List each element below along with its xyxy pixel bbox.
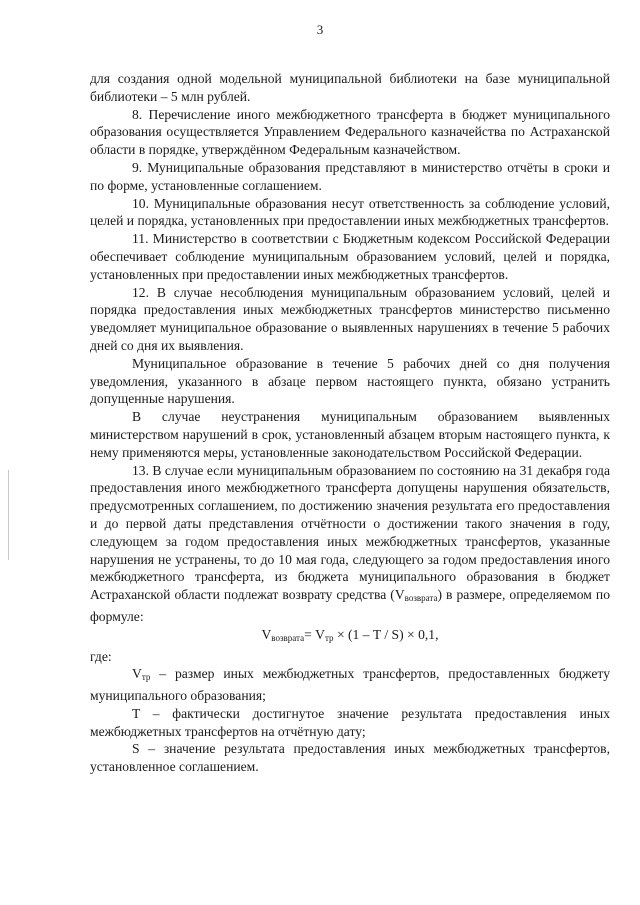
page-number: 3 xyxy=(316,22,324,37)
paragraph-10: 10. Муниципальные образования несут ответственность за соблюдение условий, целей и порядка, установленных при предоставлении иных межбюджетных трансфертов. xyxy=(90,195,610,229)
paragraph-12: 12. В случае несоблюдения муниципальным образованием условий, целей и порядка предоставления иных межбюджетных трансфертов министерство письменно уведомляет муниципальное образование о выявленных нарушениях в течение 5 рабочих дней со дня их выявления. xyxy=(90,284,610,353)
where-label: где: xyxy=(90,648,112,664)
paragraph-continuation: для создания одной модельной муниципальной библиотеки на базе муниципальной библиотеки – 5 млн рублей. xyxy=(90,71,610,104)
definition-vtr-text: – размер иных межбюджетных трансфертов, предоставленных бюджету муниципального образования; xyxy=(90,666,610,704)
formula-lhs-symbol: V xyxy=(261,626,272,642)
definition-t: T – фактически достигнутое значение результата предоставления иных межбюджетных трансфертов на отчётную дату; xyxy=(90,705,610,739)
formula xyxy=(90,626,610,648)
paragraph-11: 11. Министерство в соответствии с Бюджетным кодексом Российской Федерации обеспечивает соблюдение муниципальным образованием условий, целей и порядка, установленных при предоставлении иных межбюджетных трансфертов. xyxy=(90,231,610,282)
paragraph-12-second: Муниципальное образование в течение 5 рабочих дней со дня получения уведомления, указанного в абзаце первом настоящего пункта, обязано устранить допущенные нарушения. xyxy=(90,355,610,407)
definition-s: S – значение результата предоставления иных межбюджетных трансфертов, установленное соглашением. xyxy=(90,741,610,775)
formula-rhs: × (1 – T / S) × 0,1, xyxy=(333,626,439,642)
paragraph-13 xyxy=(90,462,610,626)
paragraph-12-third: В случае неустранения муниципальным образованием выявленных министерством нарушений в срок, установленный абзацем вторым настоящего пункта, к нему применяются меры, установленные законодательством Российской Федерации. xyxy=(90,409,610,460)
formula-lhs-subscript: возврата xyxy=(271,632,305,643)
paragraph-9: 9. Муниципальные образования представляют в министерство отчёты в сроки и по форме, установленные соглашением. xyxy=(90,159,610,193)
formula-v-symbol: V xyxy=(315,626,325,642)
paragraph-13-subscript: возврата xyxy=(404,593,438,604)
definition-vtr-subscript: тр xyxy=(141,672,151,683)
margin-mark xyxy=(8,470,9,560)
formula-v-subscript: тр xyxy=(325,632,334,643)
paragraph-13-text: 13. В случае если муниципальным образованием по состоянию на 31 декабря года предоставления иного межбюджетного трансферта допущены нарушения обязательств, предусмотренных соглашением, по достижению значения результата его предоставления и до первой даты представления отчётности о достижении такого значения в году, следующем за годом предоставления иных межбюджетных трансфертов, указанные нарушения не устранены, то до 10 мая года, следующего за годом предоставления иного межбюджетного трансферта, из бюджета муниципального образования в бюджет Астраханской области подлежат возврату средства (V xyxy=(90,462,610,603)
definition-vtr xyxy=(90,665,610,705)
document-body xyxy=(90,70,610,776)
formula-equals: = xyxy=(304,626,316,642)
definition-vtr-symbol: V xyxy=(132,666,142,682)
paragraph-13-text-end: ) в размере, определяемом по формуле: xyxy=(90,587,610,624)
paragraph-8: 8. Перечисление иного межбюджетного трансферта в бюджет муниципального образования осуществляется Управлением Федерального казначейства по Астраханской области в порядке, утверждённом Федеральным казначейством. xyxy=(90,106,610,158)
